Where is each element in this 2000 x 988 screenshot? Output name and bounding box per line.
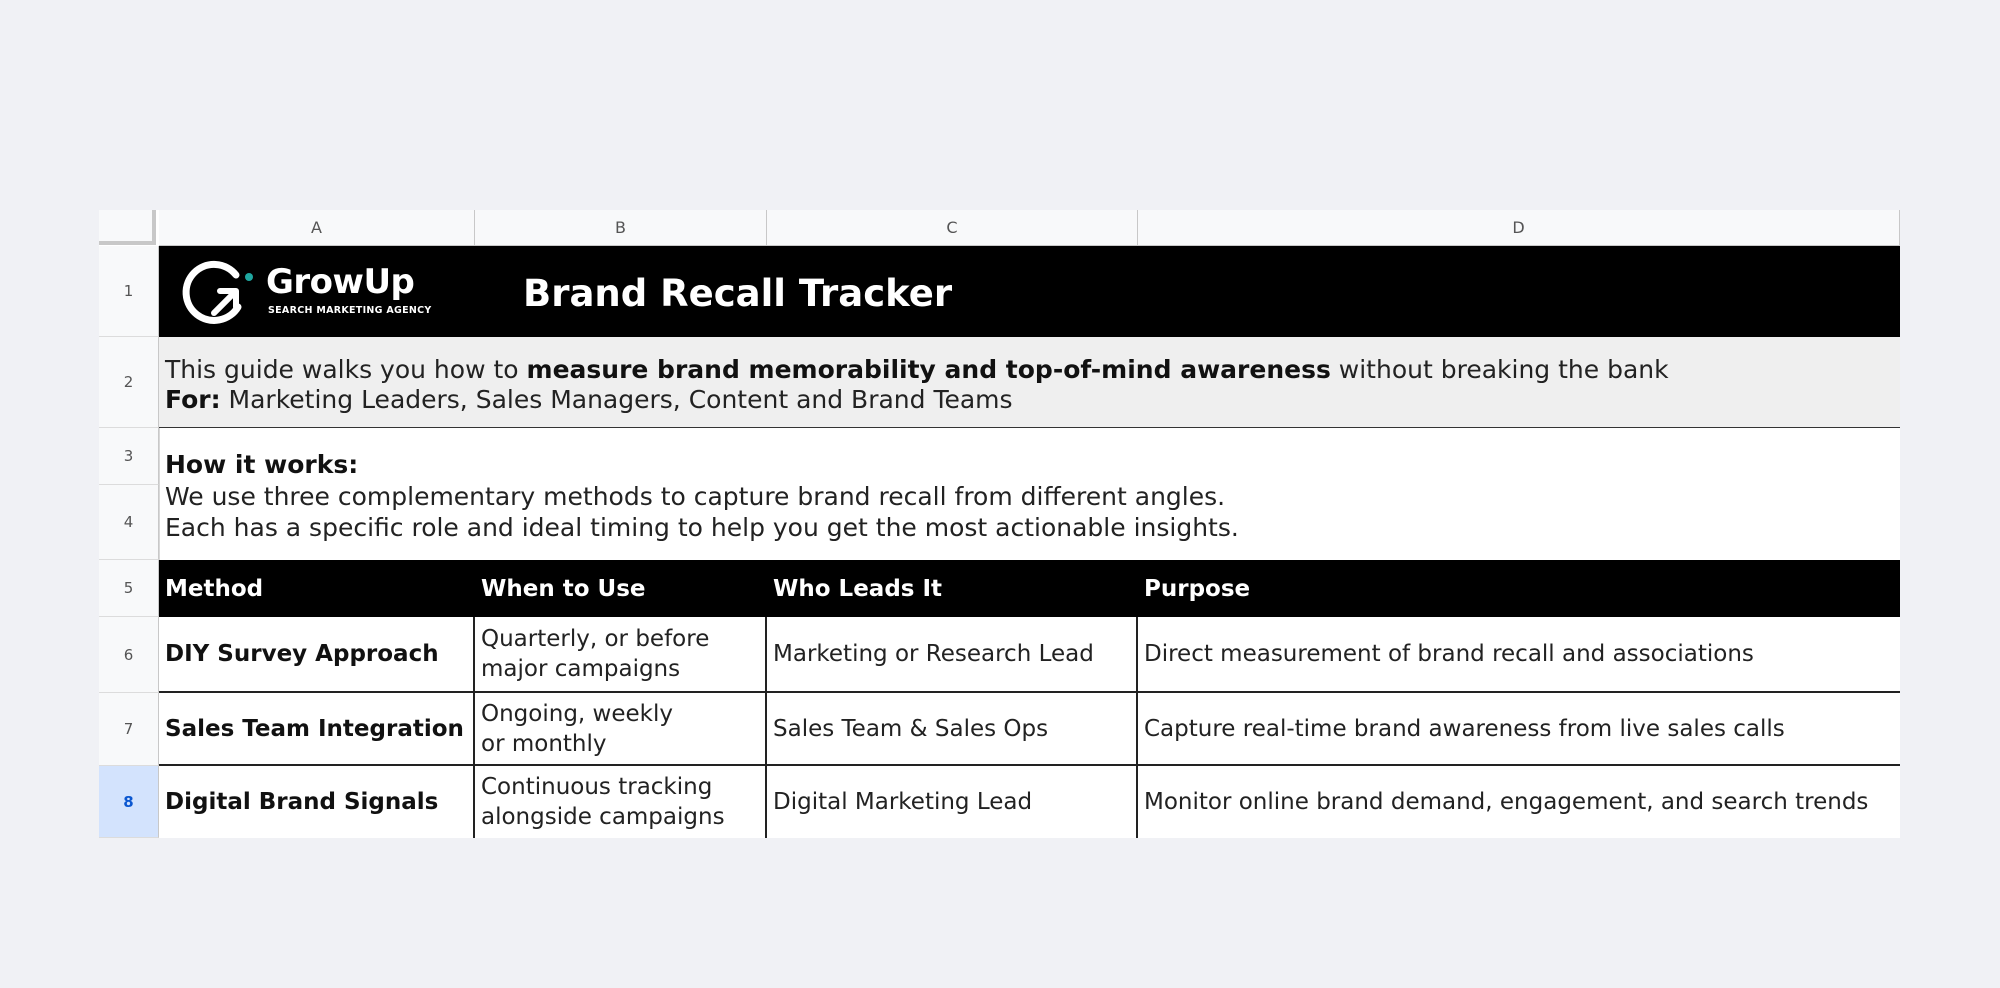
table-cell-purpose[interactable]: Monitor online brand demand, engagement, and search trends	[1138, 766, 1900, 838]
row-header-5[interactable]: 5	[99, 560, 159, 617]
table-cell-method[interactable]: Sales Team Integration	[159, 693, 475, 766]
table-cell-when-line-1: Ongoing, weekly	[481, 700, 673, 727]
table-cell-when-line-2: or monthly	[481, 730, 607, 757]
table-header-purpose[interactable]: Purpose	[1144, 575, 1251, 602]
table-cell-when[interactable]	[475, 693, 767, 766]
table-cell-when-line-1: Continuous tracking	[481, 774, 713, 800]
how-it-works-line-2: Each has a specific role and ideal timing to help you get the most actionable insights.	[165, 513, 1239, 542]
select-all-corner[interactable]	[99, 210, 156, 245]
intro-line-2: For: Marketing Leaders, Sales Managers, Content and Brand Teams	[165, 385, 1013, 414]
row-header-3[interactable]: 3	[99, 428, 159, 485]
brand-name: GrowUp	[266, 262, 415, 302]
column-header-b[interactable]: B	[475, 210, 767, 246]
how-it-works-line-1: We use three complementary methods to capture brand recall from different angles.	[165, 482, 1226, 511]
column-header-d[interactable]: D	[1138, 210, 1900, 246]
row-header-6[interactable]: 6	[99, 617, 159, 693]
row-header-7[interactable]: 7	[99, 693, 159, 766]
table-cell-purpose[interactable]: Capture real-time brand awareness from live sales calls	[1138, 693, 1900, 766]
row-header-8[interactable]: 8	[99, 766, 159, 838]
table-cell-when-line-1: Quarterly, or before	[481, 626, 710, 652]
table-cell-when[interactable]	[475, 766, 767, 838]
table-header-method[interactable]: Method	[165, 575, 264, 602]
table-cell-who[interactable]: Marketing or Research Lead	[767, 617, 1138, 693]
header-banner	[159, 246, 1900, 337]
brand-tagline: SEARCH MARKETING AGENCY	[268, 305, 432, 316]
table-cell-method[interactable]: DIY Survey Approach	[159, 617, 475, 693]
how-it-works-heading: How it works:	[165, 450, 359, 479]
table-header-when[interactable]: When to Use	[481, 575, 646, 602]
row-header-2[interactable]: 2	[99, 337, 159, 428]
table-cell-method[interactable]: Digital Brand Signals	[159, 766, 475, 838]
grid-line	[159, 428, 160, 560]
table-header-who[interactable]: Who Leads It	[773, 575, 943, 602]
table-cell-who[interactable]: Digital Marketing Lead	[767, 766, 1138, 838]
column-header-c[interactable]: C	[767, 210, 1138, 246]
table-cell-when-line-2: major campaigns	[481, 656, 681, 682]
column-header-a[interactable]: A	[159, 210, 475, 246]
table-cell-when[interactable]	[475, 617, 767, 693]
intro-line-1: This guide walks you how to measure brand memorability and top-of-mind awareness without breaking the bank	[165, 355, 1669, 384]
page-title: Brand Recall Tracker	[523, 272, 953, 315]
spreadsheet-grid	[99, 210, 1900, 838]
table-cell-when-line-2: alongside campaigns	[481, 804, 725, 830]
table-cell-purpose[interactable]: Direct measurement of brand recall and associations	[1138, 617, 1900, 693]
table-cell-who[interactable]: Sales Team & Sales Ops	[767, 693, 1138, 766]
row-header-1[interactable]: 1	[99, 246, 159, 337]
row-header-4[interactable]: 4	[99, 485, 159, 560]
